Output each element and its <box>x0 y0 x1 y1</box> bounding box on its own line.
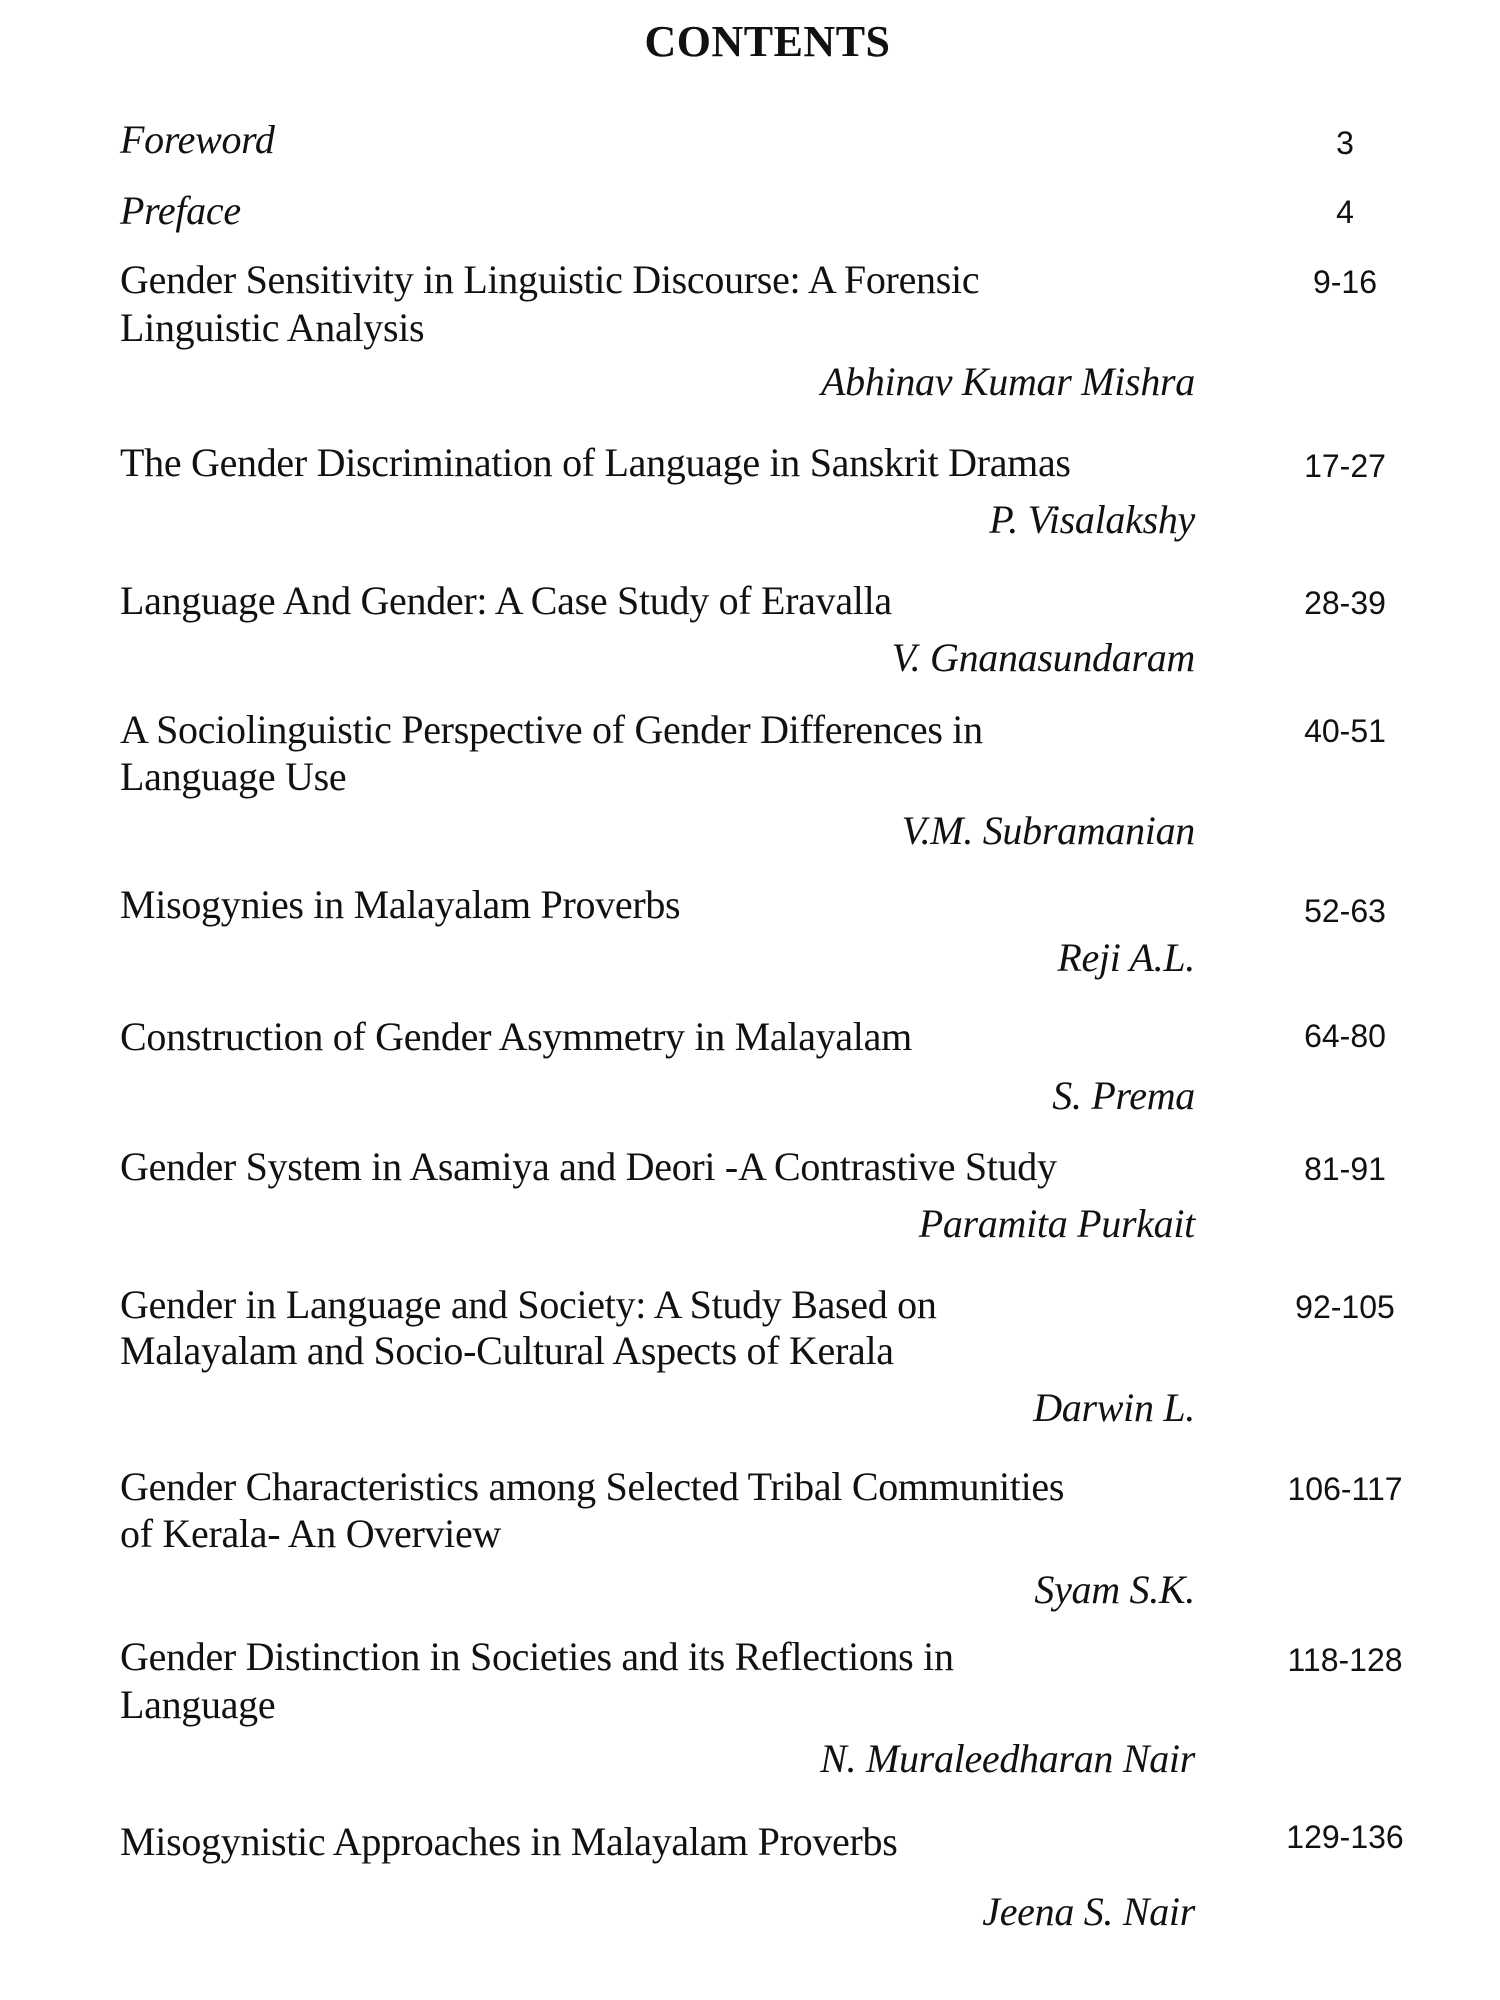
entry-title-preface: Preface <box>120 188 241 233</box>
entry-title-line: Construction of Gender Asymmetry in Malayalam <box>120 1014 912 1059</box>
entry-author: Darwin L. <box>1033 1385 1195 1430</box>
entry-author: P. Visalakshy <box>989 497 1195 542</box>
entry-title-line: Gender in Language and Society: A Study Based on <box>120 1282 937 1327</box>
entry-title-line: Gender System in Asamiya and Deori -A Contrastive Study <box>120 1144 1057 1189</box>
entry-pages: 81-91 <box>1304 1151 1386 1187</box>
entry-pages: 40-51 <box>1304 713 1386 749</box>
entry-title-foreword: Foreword <box>120 117 275 162</box>
entry-title-line: Misogynies in Malayalam Proverbs <box>120 882 681 927</box>
entry-pages: 9-16 <box>1312 264 1378 300</box>
entry-title-line: Linguistic Analysis <box>120 305 425 350</box>
entry-title-line: Language Use <box>120 754 347 799</box>
entry-pages-preface: 4 <box>1336 194 1354 230</box>
entry-author: Paramita Purkait <box>918 1201 1195 1246</box>
entry-author: N. Muraleedharan Nair <box>820 1736 1195 1781</box>
entry-pages: 64-80 <box>1304 1018 1386 1054</box>
entry-title-line: Gender Sensitivity in Linguistic Discourse: A Forensic <box>120 257 980 302</box>
entry-author: Jeena S. Nair <box>982 1889 1195 1934</box>
entry-author: Abhinav Kumar Mishra <box>820 359 1195 404</box>
entry-title-line: A Sociolinguistic Perspective of Gender Differences in <box>120 707 983 752</box>
entry-title-line: Malayalam and Socio-Cultural Aspects of Kerala <box>120 1328 894 1373</box>
entry-title-line: The Gender Discrimination of Language in Sanskrit Dramas <box>120 440 1071 485</box>
page-title: CONTENTS <box>644 17 891 66</box>
entry-author: V.M. Subramanian <box>901 808 1195 853</box>
entry-pages-foreword: 3 <box>1336 125 1354 161</box>
entry-pages: 52-63 <box>1304 893 1386 929</box>
entry-author: Reji A.L. <box>1057 935 1195 980</box>
entry-title-line: Gender Characteristics among Selected Tribal Communities <box>120 1464 1065 1509</box>
entry-pages: 129-136 <box>1286 1819 1404 1855</box>
entry-author: Syam S.K. <box>1034 1567 1195 1612</box>
entry-title-line: of Kerala- An Overview <box>120 1511 502 1556</box>
entry-author: V. Gnanasundaram <box>891 635 1195 680</box>
entry-pages: 118-128 <box>1287 1642 1403 1678</box>
entry-pages: 106-117 <box>1287 1471 1403 1507</box>
entry-title-line: Language <box>120 1682 276 1727</box>
entry-pages: 17-27 <box>1304 448 1386 484</box>
entry-pages: 28-39 <box>1304 585 1386 621</box>
entry-title-line: Misogynistic Approaches in Malayalam Proverbs <box>120 1819 898 1864</box>
entry-author: S. Prema <box>1052 1073 1195 1118</box>
entry-pages: 92-105 <box>1295 1289 1395 1325</box>
entry-title-line: Gender Distinction in Societies and its Reflections in <box>120 1634 954 1679</box>
entry-title-line: Language And Gender: A Case Study of Eravalla <box>120 578 892 623</box>
